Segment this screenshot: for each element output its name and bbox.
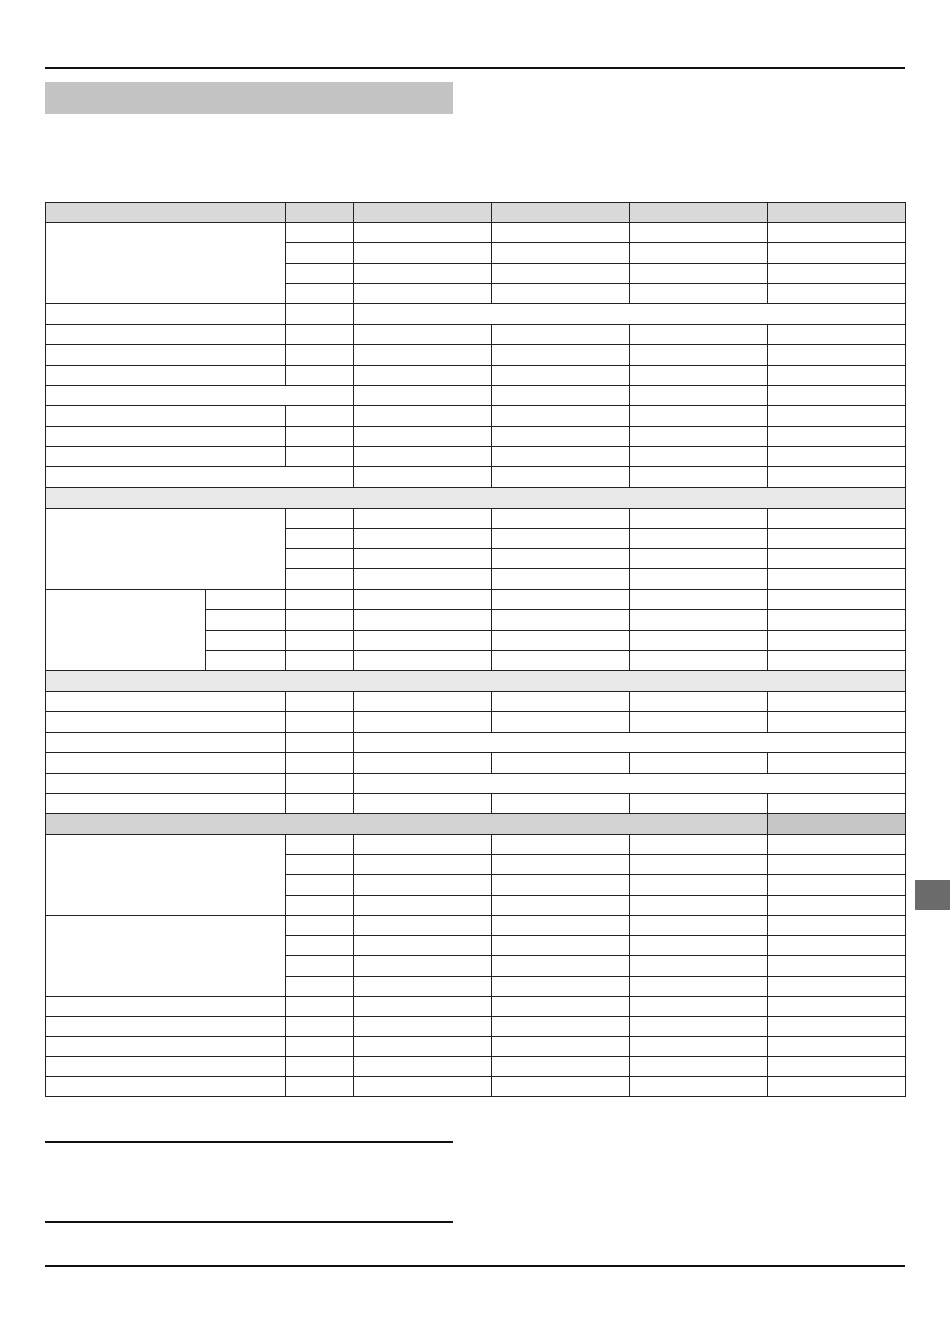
note-rule-1 bbox=[45, 1141, 453, 1143]
table-header-row bbox=[46, 203, 905, 222]
group-header-row-3 bbox=[46, 813, 768, 834]
bottom-rule bbox=[45, 1265, 905, 1267]
note-rule-2 bbox=[45, 1221, 453, 1223]
table-lines bbox=[46, 203, 906, 1097]
side-thumb-tab[interactable] bbox=[915, 880, 950, 910]
group-header-row-2 bbox=[46, 671, 905, 691]
row-shading bbox=[46, 203, 905, 834]
group-header-row-3-end bbox=[768, 813, 905, 834]
group-header-row-1 bbox=[46, 488, 905, 508]
